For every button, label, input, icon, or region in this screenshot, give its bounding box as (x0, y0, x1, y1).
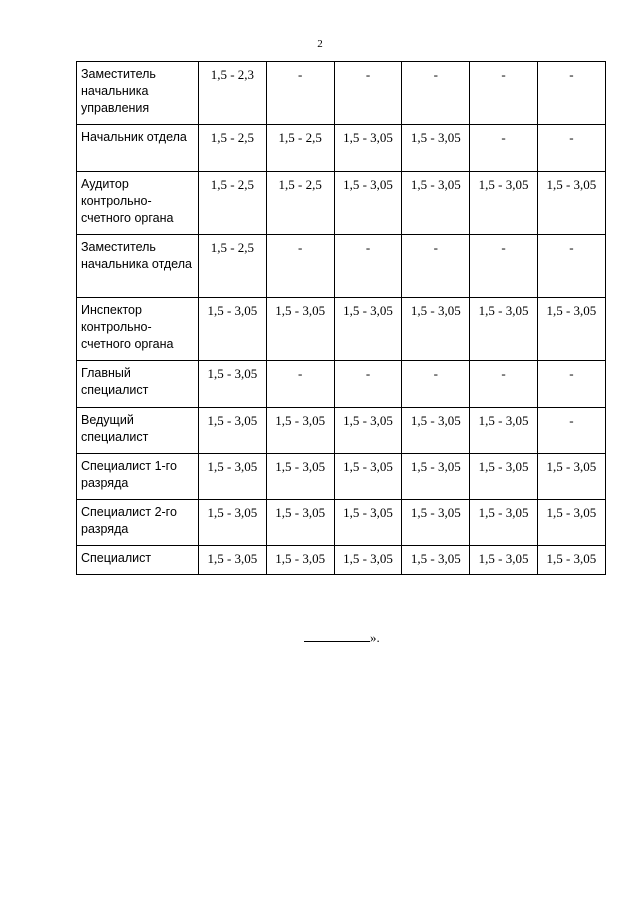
value-cell: 1,5 - 2,5 (199, 125, 267, 172)
post-name-cell: Главный специалист (77, 361, 199, 408)
value-cell: 1,5 - 3,05 (334, 546, 402, 575)
value-cell: 1,5 - 3,05 (266, 546, 334, 575)
value-cell: 1,5 - 3,05 (199, 500, 267, 546)
value-cell: - (537, 361, 605, 408)
value-cell: 1,5 - 2,3 (199, 62, 267, 125)
value-cell: - (537, 62, 605, 125)
value-cell: - (266, 361, 334, 408)
table-row (77, 546, 606, 575)
post-name-cell: Аудитор контрольно-счетного органа (77, 172, 199, 235)
post-name-cell: Специалист 1-го разряда (77, 454, 199, 500)
value-cell: 1,5 - 3,05 (402, 408, 470, 454)
value-cell: 1,5 - 3,05 (334, 298, 402, 361)
value-cell: - (402, 235, 470, 298)
value-cell: 1,5 - 3,05 (537, 454, 605, 500)
value-cell: 1,5 - 3,05 (470, 454, 538, 500)
value-cell: 1,5 - 3,05 (199, 408, 267, 454)
value-cell: 1,5 - 3,05 (334, 172, 402, 235)
value-cell: 1,5 - 3,05 (199, 454, 267, 500)
value-cell: - (402, 361, 470, 408)
closing-line (304, 629, 380, 646)
table-row (77, 500, 606, 546)
table-row (77, 298, 606, 361)
value-cell: 1,5 - 3,05 (266, 500, 334, 546)
value-cell: 1,5 - 3,05 (334, 408, 402, 454)
value-cell: - (334, 235, 402, 298)
post-name-cell: Заместитель начальника отдела (77, 235, 199, 298)
value-cell: - (470, 62, 538, 125)
value-cell: 1,5 - 3,05 (199, 546, 267, 575)
value-cell: 1,5 - 3,05 (266, 454, 334, 500)
post-name-cell: Инспектор контрольно-счетного органа (77, 298, 199, 361)
value-cell: 1,5 - 3,05 (266, 298, 334, 361)
table-row (77, 454, 606, 500)
table-row (77, 235, 606, 298)
value-cell: 1,5 - 3,05 (537, 500, 605, 546)
value-cell: - (334, 361, 402, 408)
value-cell: - (537, 235, 605, 298)
table-row (77, 125, 606, 172)
value-cell: - (537, 125, 605, 172)
value-cell: - (470, 235, 538, 298)
value-cell: 1,5 - 3,05 (199, 361, 267, 408)
value-cell: 1,5 - 3,05 (537, 546, 605, 575)
value-cell: 1,5 - 3,05 (470, 546, 538, 575)
value-cell: 1,5 - 3,05 (402, 125, 470, 172)
value-cell: 1,5 - 2,5 (199, 235, 267, 298)
value-cell: 1,5 - 3,05 (266, 408, 334, 454)
value-cell: - (266, 62, 334, 125)
post-name-cell: Заместитель начальника управления (77, 62, 199, 125)
post-name-cell: Специалист (77, 546, 199, 575)
value-cell: 1,5 - 2,5 (266, 125, 334, 172)
value-cell: 1,5 - 3,05 (334, 454, 402, 500)
blank-underline (304, 629, 370, 642)
value-cell: - (334, 62, 402, 125)
value-cell: 1,5 - 3,05 (402, 172, 470, 235)
value-cell: 1,5 - 3,05 (199, 298, 267, 361)
value-cell: - (402, 62, 470, 125)
page-number: 2 (317, 38, 323, 50)
value-cell: - (470, 125, 538, 172)
value-cell: - (266, 235, 334, 298)
value-cell: 1,5 - 3,05 (470, 172, 538, 235)
value-cell: 1,5 - 3,05 (470, 500, 538, 546)
value-cell: 1,5 - 3,05 (470, 408, 538, 454)
value-cell: 1,5 - 3,05 (334, 500, 402, 546)
value-cell: 1,5 - 3,05 (402, 298, 470, 361)
value-cell: 1,5 - 2,5 (266, 172, 334, 235)
table-row (77, 62, 606, 125)
post-name-cell: Специалист 2-го разряда (77, 500, 199, 546)
table-row (77, 408, 606, 454)
value-cell: 1,5 - 3,05 (537, 298, 605, 361)
table-row (77, 361, 606, 408)
value-cell: 1,5 - 2,5 (199, 172, 267, 235)
value-cell: - (537, 408, 605, 454)
salary-coefficient-table (76, 61, 606, 575)
value-cell: - (470, 361, 538, 408)
closing-quote-mark: ». (370, 630, 380, 645)
value-cell: 1,5 - 3,05 (402, 546, 470, 575)
value-cell: 1,5 - 3,05 (334, 125, 402, 172)
post-name-cell: Начальник отдела (77, 125, 199, 172)
value-cell: 1,5 - 3,05 (402, 454, 470, 500)
post-name-cell: Ведущий специалист (77, 408, 199, 454)
table-row (77, 172, 606, 235)
value-cell: 1,5 - 3,05 (402, 500, 470, 546)
value-cell: 1,5 - 3,05 (537, 172, 605, 235)
value-cell: 1,5 - 3,05 (470, 298, 538, 361)
